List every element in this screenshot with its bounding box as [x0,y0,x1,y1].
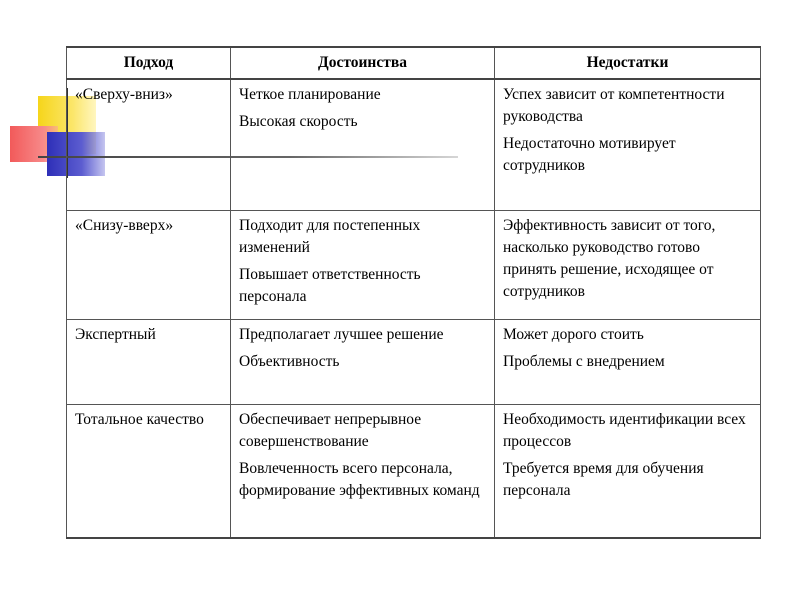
pros-cell [231,405,495,539]
pros-item: Подходит для постепенных изменений [239,217,421,256]
pros-item: Четкое планирование [239,86,381,103]
cons-item: Может дорого стоить [503,326,644,343]
comparison-table [66,46,761,539]
approach-cell: Экспертный [67,320,231,405]
cons-cell [495,79,761,211]
table-row [67,405,761,539]
header-approach: Подход [67,47,231,79]
comparison-table-container [66,46,760,539]
cons-item: Проблемы с внедрением [503,353,665,370]
table-row [67,211,761,320]
cons-item: Недостаточно мотивирует сотрудников [503,135,676,174]
cons-item: Эффективность зависит от того, насколько руководство готово принять решение, исходящее от сотрудников [503,217,716,300]
cons-cell [495,405,761,539]
cons-item: Требуется время для обучения персонала [503,460,704,499]
pros-cell [231,211,495,320]
cons-cell [495,211,761,320]
pros-item: Повышает ответственность персонала [239,266,421,305]
approach-cell: «Снизу-вверх» [67,211,231,320]
pros-cell [231,79,495,211]
pros-item: Обеспечивает непрерывное совершенствование [239,411,422,450]
pros-item: Вовлеченность всего персонала, формирование эффективных команд [239,460,480,499]
pros-item: Высокая скорость [239,113,358,130]
pros-item: Объективность [239,353,340,370]
cons-item: Успех зависит от компетентности руководства [503,86,725,125]
cons-item: Необходимость идентификации всех процессов [503,411,746,450]
table-header-row [67,47,761,79]
cons-cell [495,320,761,405]
header-pros: Достоинства [231,47,495,79]
approach-cell: Тотальное качество [67,405,231,539]
table-row [67,320,761,405]
pros-item: Предполагает лучшее решение [239,326,444,343]
approach-cell: «Сверху-вниз» [67,79,231,211]
table-row [67,79,761,211]
header-cons: Недостатки [495,47,761,79]
pros-cell [231,320,495,405]
